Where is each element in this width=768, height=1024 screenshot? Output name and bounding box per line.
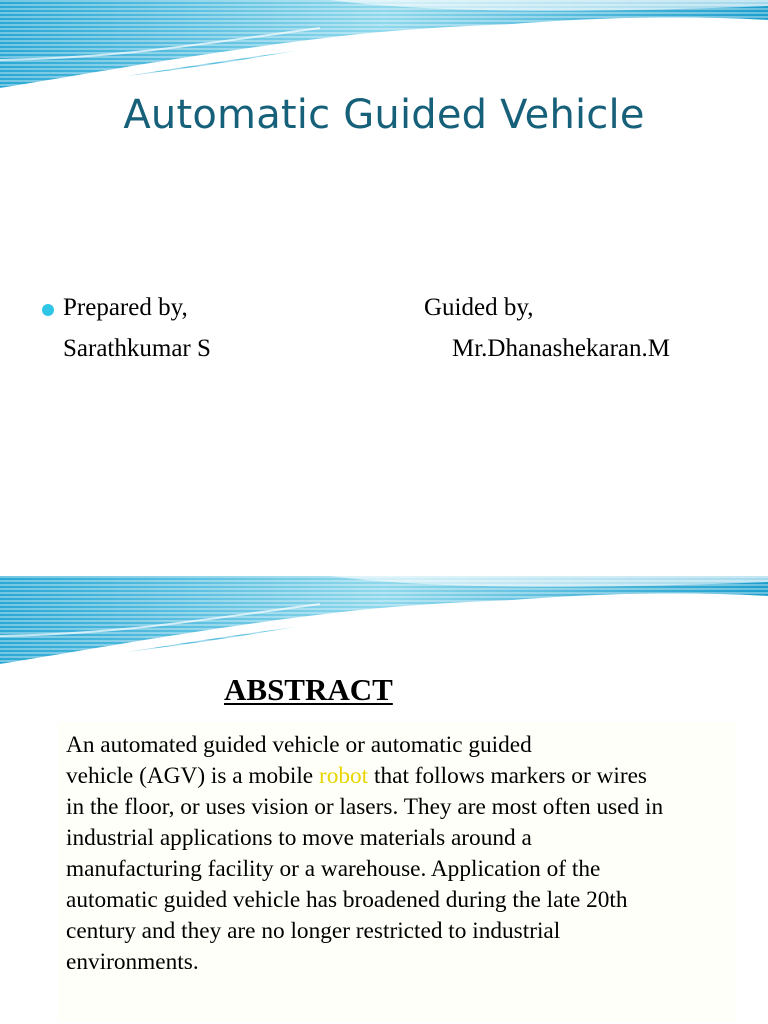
abstract-paragraph — [66, 730, 730, 978]
guided-by-label: Guided by, — [424, 294, 534, 321]
slide-separator — [0, 512, 768, 576]
slide-title: Automatic Guided Vehicle — [123, 92, 645, 138]
wave-banner — [0, 0, 768, 90]
abstract-line — [66, 761, 730, 792]
prepared-by-label: Prepared by, — [63, 294, 188, 321]
abstract-line: environments. — [66, 949, 199, 975]
guided-by-name: Mr.Dhanashekaran.M — [452, 335, 670, 362]
abstract-text-segment: vehicle (AGV) is a mobile — [66, 763, 319, 789]
bullet-icon — [42, 304, 54, 316]
robot-link[interactable]: robot — [318, 763, 369, 789]
abstract-line: century and they are no longer restricted to industrial — [66, 918, 561, 944]
abstract-line: industrial applications to move materials around a — [66, 825, 532, 851]
abstract-heading: ABSTRACT — [224, 672, 393, 707]
abstract-line: in the floor, or uses vision or lasers. They are most often used in — [66, 794, 664, 820]
abstract-line: automatic guided vehicle has broadened during the late 20th — [66, 887, 628, 913]
wave-banner — [0, 576, 768, 666]
abstract-line: An automated guided vehicle or automatic guided — [66, 732, 532, 758]
abstract-slide — [0, 576, 768, 1024]
abstract-text-box — [58, 722, 736, 1022]
abstract-line: manufacturing facility or a warehouse. Application of the — [66, 856, 601, 882]
abstract-text-segment: that follows markers or wires — [368, 763, 648, 789]
prepared-by-name: Sarathkumar S — [63, 335, 211, 362]
